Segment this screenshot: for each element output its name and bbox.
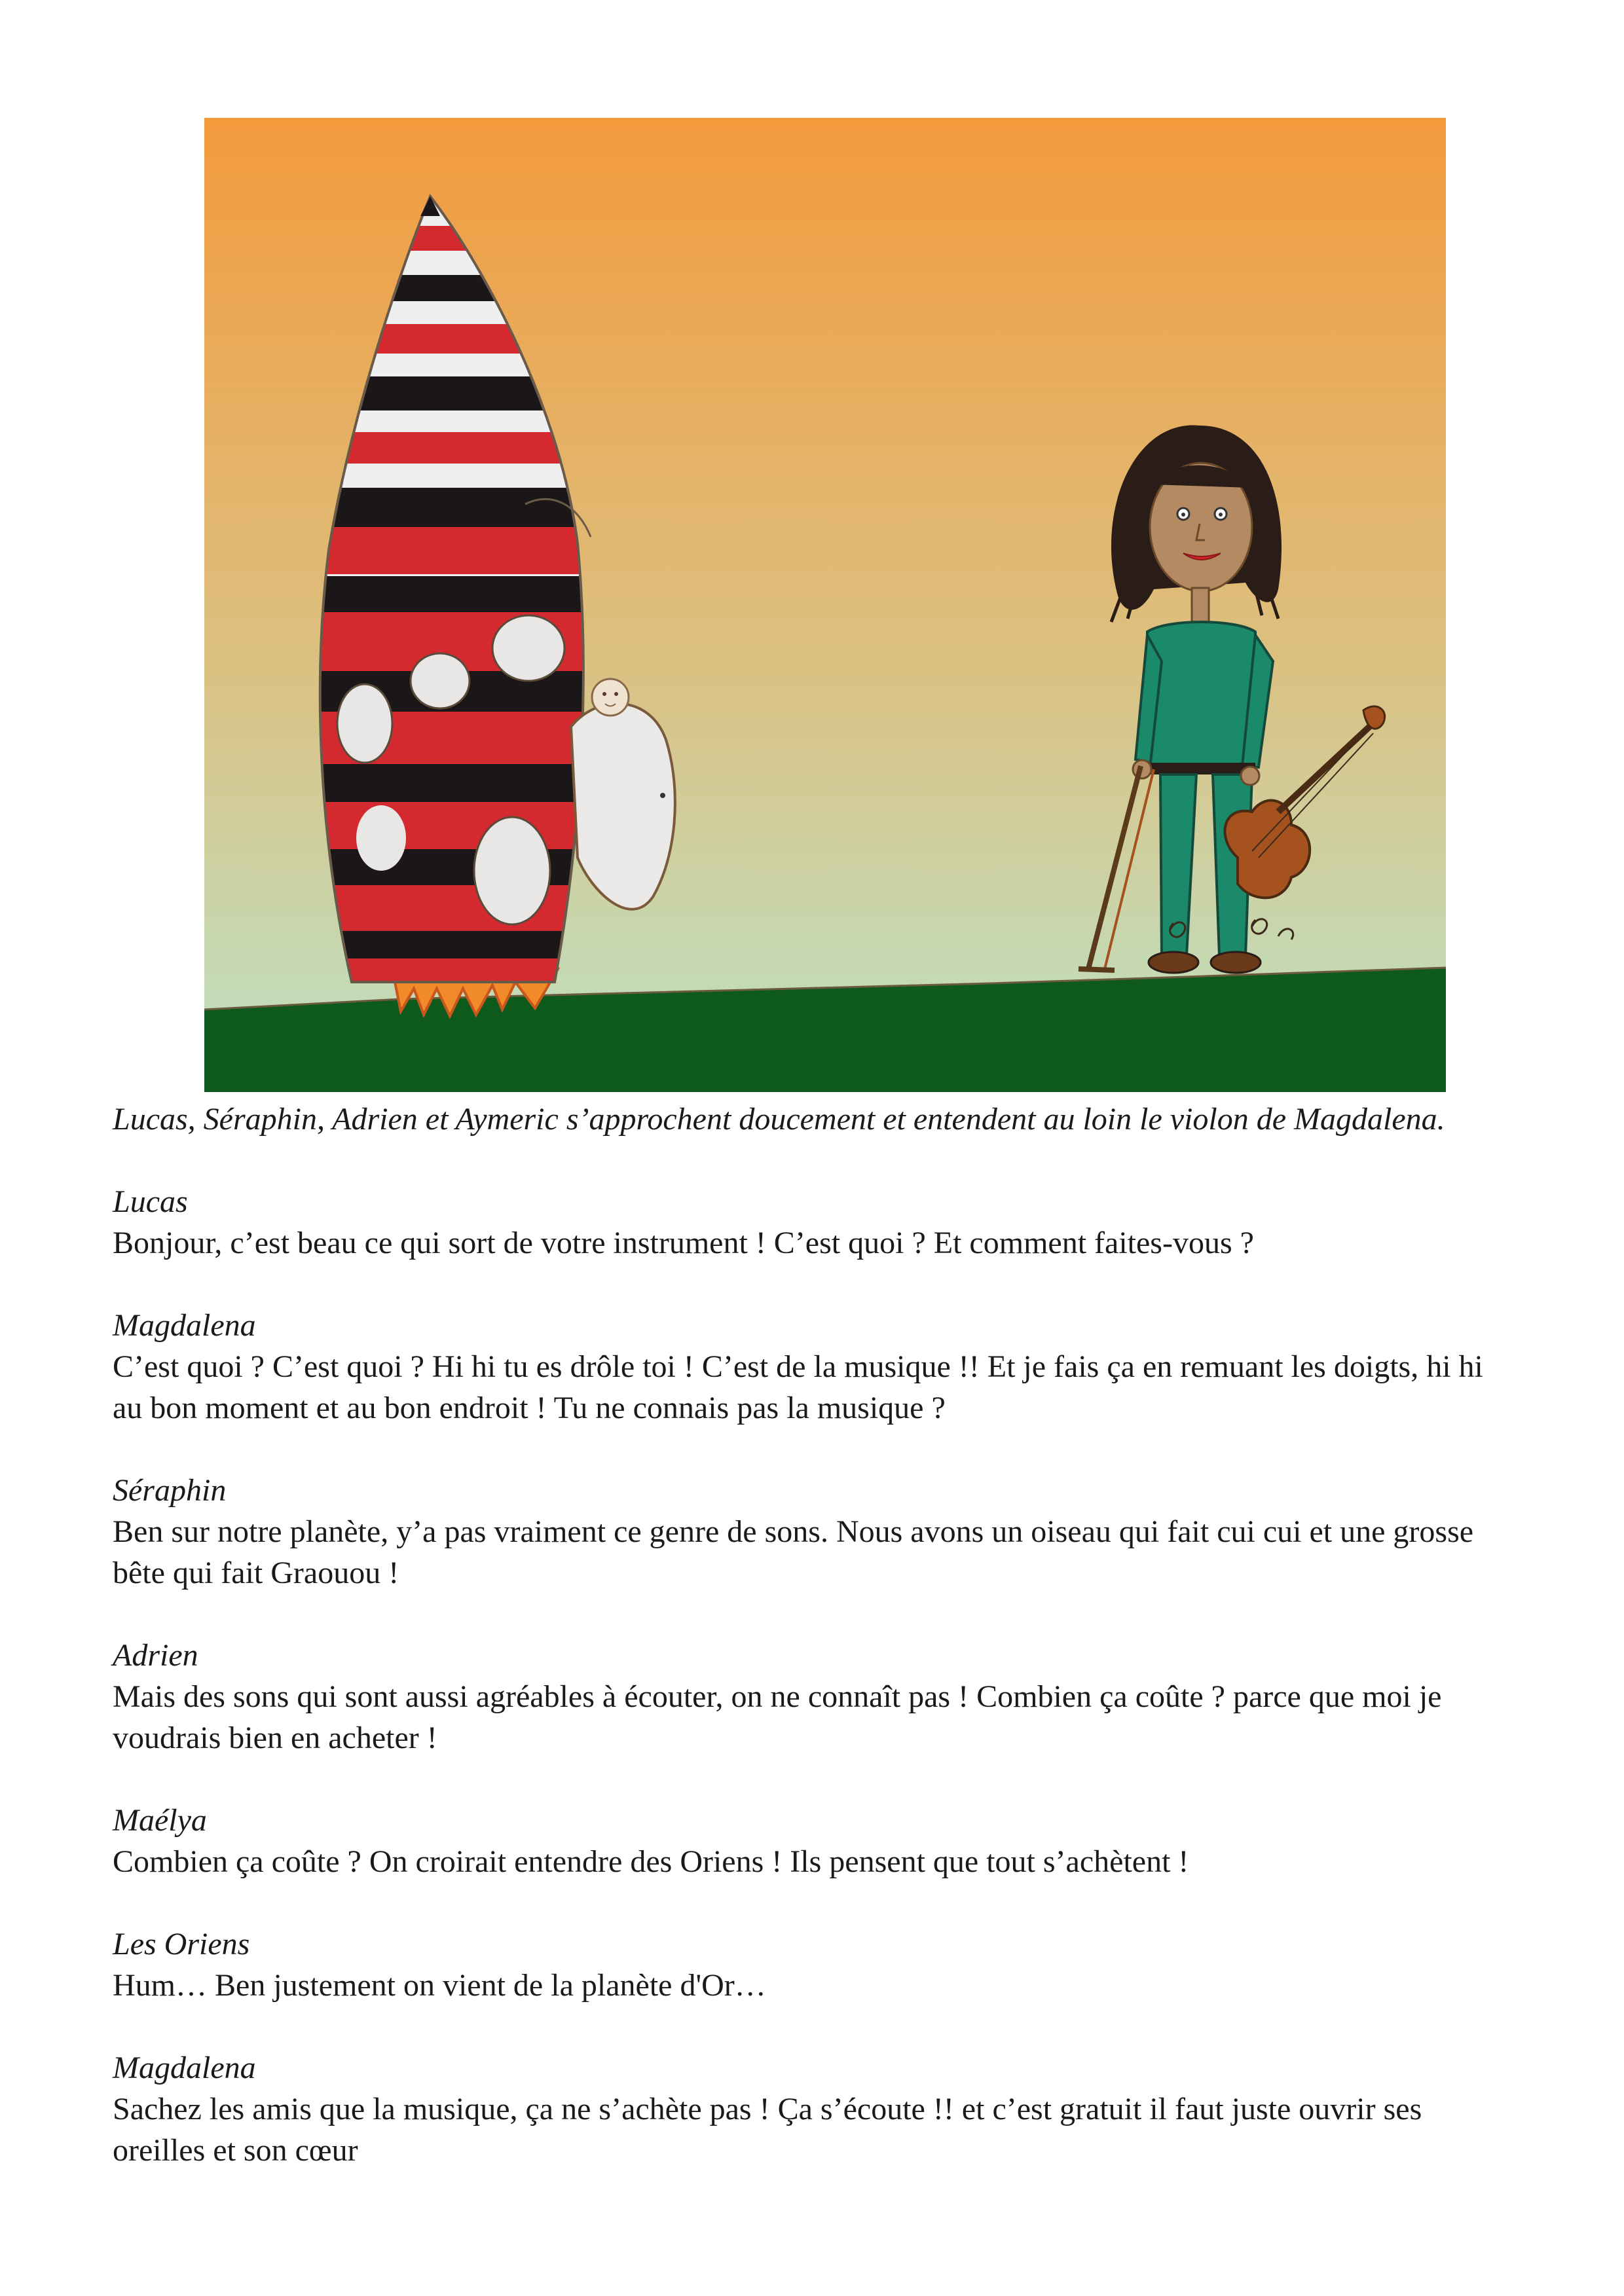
dialogue-oriens bbox=[113, 1923, 1514, 2006]
dialogue-line: Combien ça coûte ? On croirait entendre des Oriens ! Ils pensent que tout s’achètent ! bbox=[113, 1844, 1189, 1879]
illustration bbox=[204, 118, 1446, 1092]
small-character bbox=[592, 679, 629, 716]
speaker-name: Lucas bbox=[113, 1184, 188, 1219]
dialogue-adrien bbox=[113, 1635, 1514, 1758]
scene-caption: Lucas, Séraphin, Adrien et Aymeric s’approchent doucement et entendent au loin le violon de Magdalena. bbox=[113, 1102, 1445, 1137]
dialogue-lucas bbox=[113, 1181, 1514, 1264]
dialogue-line: Mais des sons qui sont aussi agréables à écouter, on ne connaît pas ! Combien ça coûte ? parce que moi je voudrais bien en acheter ! bbox=[113, 1679, 1442, 1755]
dialogue-line: Ben sur notre planète, y’a pas vraiment ce genre de sons. Nous avons un oiseau qui fait cui cui et une grosse bête qui fait Graouou ! bbox=[113, 1514, 1474, 1590]
dialogue-line: Hum… Ben justement on vient de la planète d'Or… bbox=[113, 1968, 766, 2003]
text-block bbox=[113, 1099, 1514, 2212]
speaker-name: Adrien bbox=[113, 1638, 198, 1673]
dialogue-line: C’est quoi ? C’est quoi ? Hi hi tu es drôle toi ! C’est de la musique !! Et je fais ça en remuant les doigts, hi hi au bon moment et au bon endroit ! Tu ne connais pas la musique ? bbox=[113, 1349, 1483, 1425]
speaker-name: Magdalena bbox=[113, 1308, 256, 1343]
dialogue-seraphin bbox=[113, 1470, 1514, 1594]
dialogue-line: Sachez les amis que la musique, ça ne s’achète pas ! Ça s’écoute !! et c’est gratuit il faut juste ouvrir ses oreilles et son cœur bbox=[113, 2092, 1422, 2168]
dialogue-magdalena-2 bbox=[113, 2047, 1514, 2171]
dialogue-maelya bbox=[113, 1800, 1514, 1882]
speaker-name: Maélya bbox=[113, 1803, 207, 1838]
dialogue-line: Bonjour, c’est beau ce qui sort de votre instrument ! C’est quoi ? Et comment faites-vous ? bbox=[113, 1226, 1254, 1260]
speaker-name: Séraphin bbox=[113, 1473, 227, 1508]
dialogue-magdalena bbox=[113, 1305, 1514, 1429]
speaker-name: Les Oriens bbox=[113, 1927, 250, 1961]
drawing-rocket-and-violinist bbox=[204, 118, 1446, 1092]
speaker-name: Magdalena bbox=[113, 2050, 256, 2085]
